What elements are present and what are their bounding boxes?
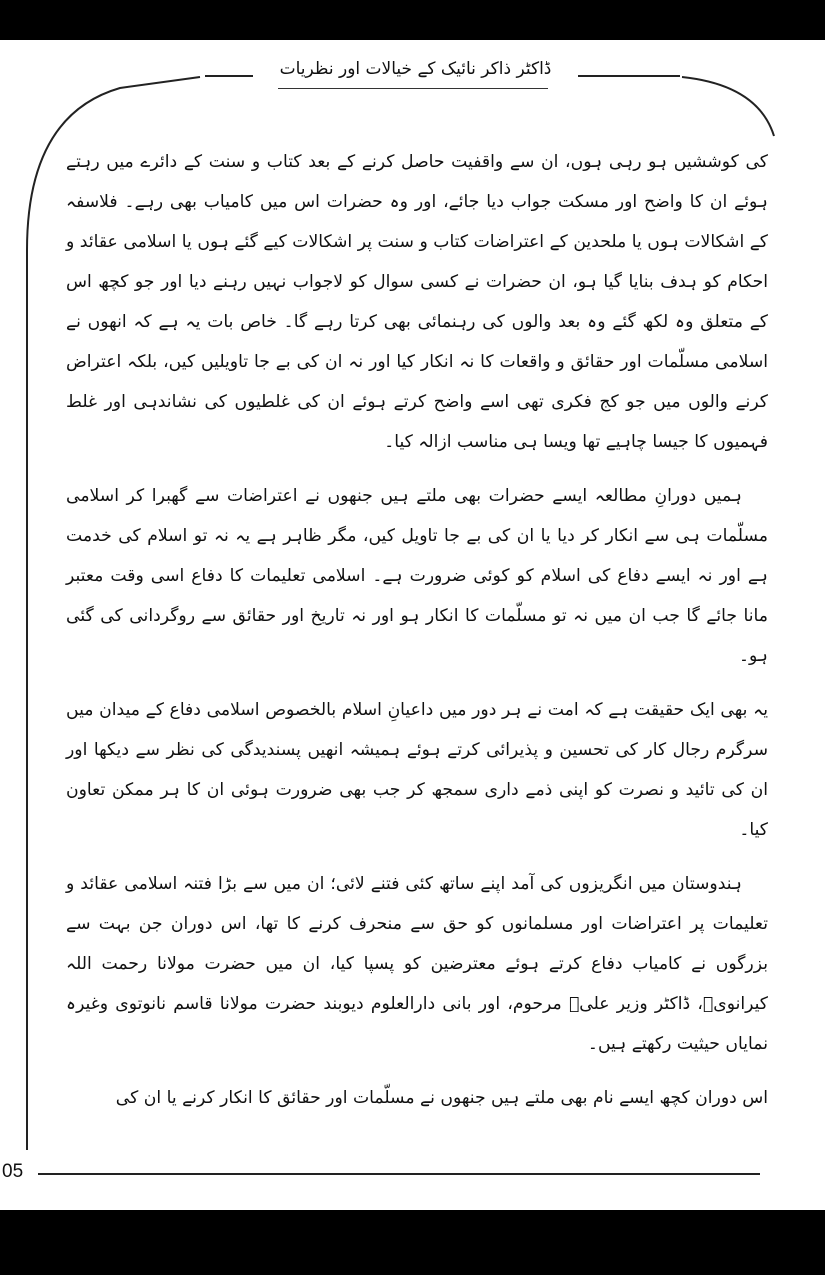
book-page (0, 40, 825, 1210)
paragraph-1: کی کوششیں ہو رہی ہوں، ان سے واقفیت حاصل کرنے کے بعد کتاب و سنت کے دائرے میں رہتے ہوئے ان کا واضح اور مسکت جواب دیا جائے، اور وہ حضرات اس میں کامیاب بھی رہے۔ فلاسفہ کے اشکالات ہوں یا ملحدین کے اعتراضات کتاب و سنت پر اشکالات کیے گئے ہوں یا اسلامی عقائد و احکام کو ہدف بنایا گیا ہو، ان حضرات نے کسی سوال کو لاجواب نہیں رہنے دیا اور جو کچھ اس کے متعلق وہ لکھ گئے وہ بعد والوں کی رہنمائی بھی کرتا رہے گا۔ خاص بات یہ ہے کہ انھوں نے اسلامی مسلّمات اور حقائق و واقعات کا نہ انکار کیا اور نہ ان کی بے جا تاویلیں کیں، بلکہ اعتراض کرنے والوں میں جو کج فکری تھی اسے واضح کرتے ہوئے ان کی غلطیوں کی نشاندہی اور غلط فہمیوں کا جیسا چاہیے تھا ویسا ہی مناسب ازالہ کیا۔ (66, 152, 768, 452)
paragraph-4: ہندوستان میں انگریزوں کی آمد اپنے ساتھ کئی فتنے لائی؛ ان میں سے بڑا فتنہ اسلامی عقائد و تعلیمات پر اعتراضات اور مسلمانوں کو حق سے منحرف کرنے کا تھا، اس دوران جن بہت سے بزرگوں نے کامیاب دفاع کرتے ہوئے معترضین کو پسپا کیا، ان میں حضرت مولانا رحمت اللہ کیرانویؒ، ڈاکٹر وزیر علیؒ مرحوم، اور بانی دارالعلوم دیوبند حضرت مولانا قاسم نانوتوی وغیرہ نمایاں حیثیت رکھتے ہیں۔ (66, 874, 768, 1054)
body-text (66, 142, 768, 1118)
header-rule-left (205, 75, 253, 77)
page-number: 05 (2, 1161, 24, 1182)
paragraph-3: یہ بھی ایک حقیقت ہے کہ امت نے ہر دور میں داعیانِ اسلام بالخصوص اسلامی دفاع کے میدان میں سرگرم رجال کار کی تحسین و پذیرائی کرتے ہوئے ہمیشہ انھیں پسندیدگی کی نظر سے دیکھا اور ان کی تائید و نصرت کو اپنی ذمے داری سمجھ کر جب بھی ضرورت ہوئی ان کا ہر ممکن تعاون کیا۔ (66, 700, 768, 840)
header-rule-right (578, 75, 680, 77)
header-underline (278, 88, 548, 89)
paragraph-5: اس دوران کچھ ایسے نام بھی ملتے ہیں جنھوں نے مسلّمات اور حقائق کا انکار کرنے یا ان کی (115, 1088, 768, 1108)
footer-rule (38, 1173, 760, 1175)
paragraph-2: ہمیں دورانِ مطالعہ ایسے حضرات بھی ملتے ہیں جنھوں نے اعتراضات سے گھبرا کر اسلامی مسلّمات ہی سے انکار کر دیا یا ان کی بے جا تاویل کیں، مگر ظاہر ہے یہ نہ تو اسلام کی خدمت ہے اور نہ ایسے دفاع کی اسلام کو کوئی ضرورت ہے۔ اسلامی تعلیمات کا دفاع اسی وقت معتبر مانا جائے گا جب ان میں نہ تو مسلّمات کا انکار ہو اور نہ تاریخ اور حقائق سے روگردانی کی گئی ہو۔ (66, 486, 768, 666)
running-header-title: ڈاکٹر ذاکر نائیک کے خیالات اور نظریات (279, 59, 552, 79)
